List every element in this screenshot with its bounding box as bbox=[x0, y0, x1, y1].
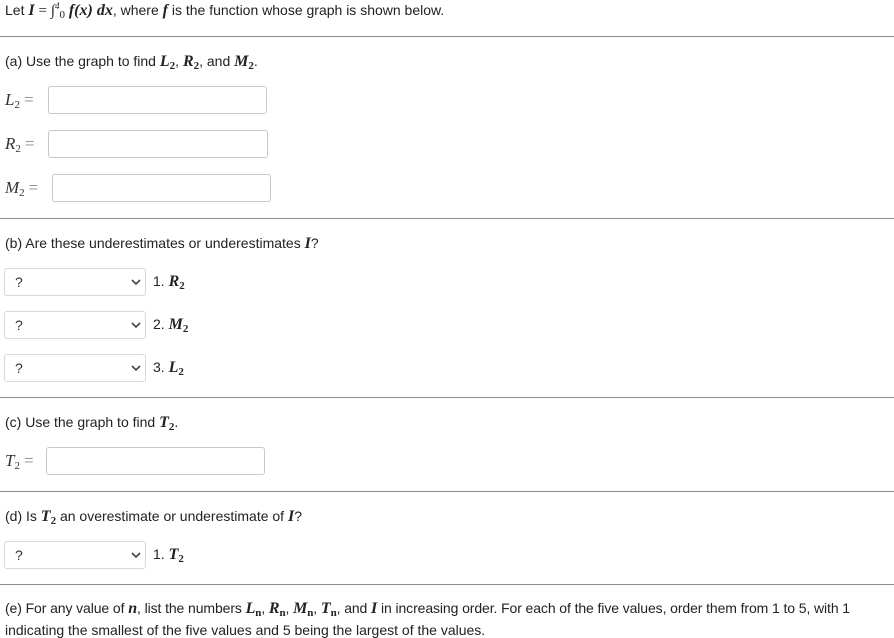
integral-upper: 4 bbox=[54, 1, 60, 11]
divider bbox=[0, 36, 894, 37]
chevron-down-icon bbox=[131, 278, 141, 286]
b-option-1: 1. $R_2$ bbox=[153, 273, 185, 292]
field-label-M2: $M_2$ = bbox=[5, 178, 39, 199]
intro-fx: f(x) dx bbox=[68, 2, 113, 19]
intro-let: Let bbox=[5, 2, 25, 18]
part-b-prompt: (b) Are these underestimates or underestimates I? bbox=[5, 235, 319, 252]
divider bbox=[0, 491, 894, 492]
d-option-1: 1. $T_2$ bbox=[153, 546, 184, 565]
b-option-3: 3. $L_2$ bbox=[153, 359, 184, 378]
d-select-1[interactable]: ? bbox=[4, 541, 146, 569]
part-a-prompt: (a) Use the graph to find $L_2$, $R_2$, and $M_2$. bbox=[5, 53, 258, 72]
part-a-text: (a) Use the graph to find bbox=[5, 53, 156, 69]
part-a-R2: $R_2$ bbox=[182, 53, 200, 72]
divider bbox=[0, 218, 894, 219]
intro-I: I bbox=[28, 2, 35, 19]
part-e-line2: indicating the smallest of the five values and 5 being the largest of the values. bbox=[5, 622, 486, 638]
b-select-2[interactable]: ? bbox=[4, 311, 146, 339]
part-a-M2: $M_2$ bbox=[234, 53, 254, 72]
chevron-down-icon bbox=[131, 321, 141, 329]
integral-lower: 0 bbox=[59, 9, 65, 21]
field-label-L2: $L_2$ = bbox=[5, 90, 34, 111]
M2-input[interactable] bbox=[52, 174, 271, 202]
intro-suffix: is the function whose graph is shown below. bbox=[171, 2, 445, 18]
divider bbox=[0, 584, 894, 585]
part-e-line1: (e) For any value of n, list the numbers $L_n$, $R_n$, $M_n$, $T_n$, and I in increasing order. For each of the five values, order them from 1 to 5, with 1 bbox=[5, 600, 850, 619]
chevron-down-icon bbox=[131, 364, 141, 372]
part-a-L2: $L_2$ bbox=[159, 53, 176, 72]
intro-equals: = bbox=[38, 3, 47, 19]
b-option-2: 2. $M_2$ bbox=[153, 316, 189, 335]
L2-input[interactable] bbox=[48, 86, 267, 114]
part-c-prompt: (c) Use the graph to find $T_2$. bbox=[5, 414, 179, 433]
intro-where: , where bbox=[112, 2, 159, 18]
intro-f: f bbox=[162, 2, 168, 19]
T2-input[interactable] bbox=[46, 447, 265, 475]
R2-input[interactable] bbox=[48, 130, 268, 158]
b-select-1[interactable]: ? bbox=[4, 268, 146, 296]
b-select-3[interactable]: ? bbox=[4, 354, 146, 382]
chevron-down-icon bbox=[131, 551, 141, 559]
field-label-R2: $R_2$ = bbox=[5, 134, 35, 155]
intro-line bbox=[5, 2, 444, 20]
integral-sign: ∫$^4_0$ bbox=[50, 1, 65, 21]
divider bbox=[0, 397, 894, 398]
field-label-T2: $T_2$ = bbox=[5, 451, 34, 472]
part-d-prompt: (d) Is $T_2$ an overestimate or underestimate of I? bbox=[5, 508, 302, 527]
